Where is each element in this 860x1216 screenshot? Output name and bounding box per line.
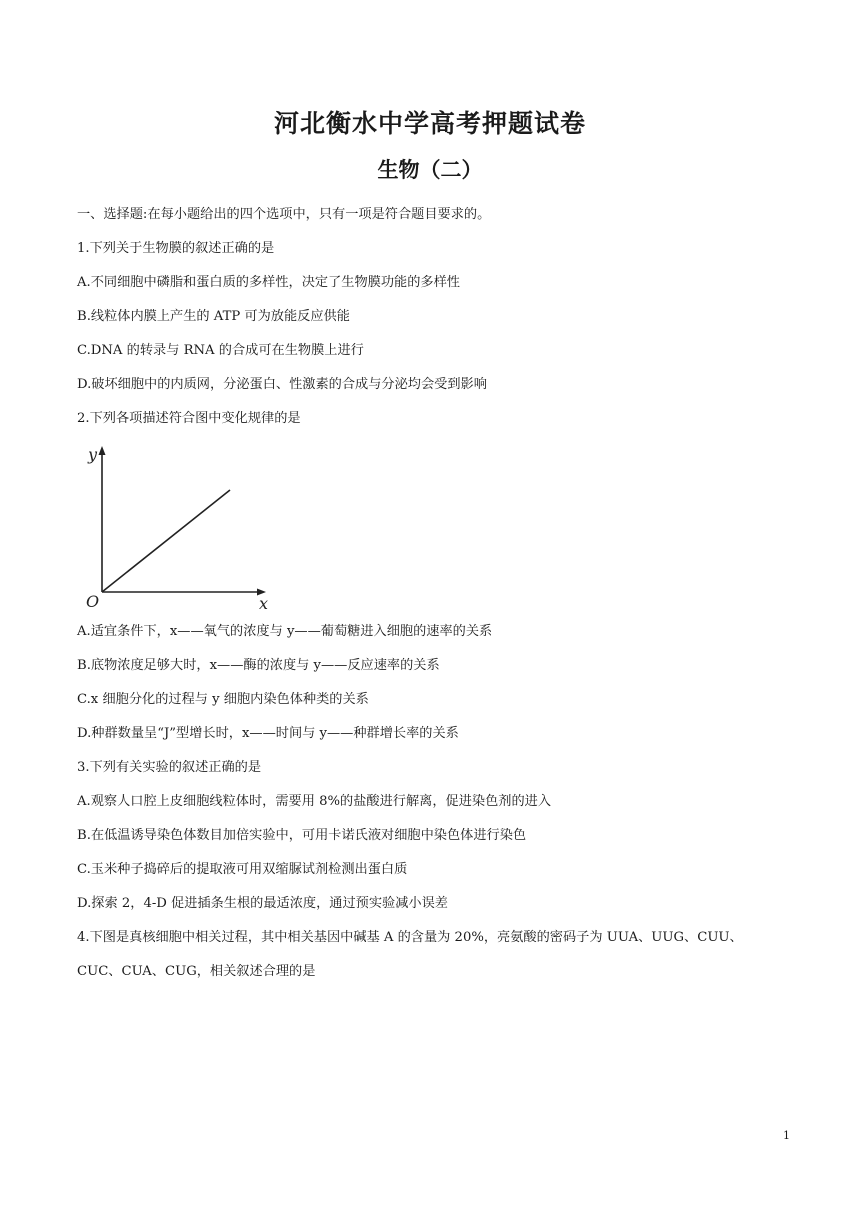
question-3-option-b: B.在低温诱导染色体数目加倍实验中，可用卡诺氏液对细胞中染色体进行染色: [77, 828, 527, 843]
linear-relation-line: [102, 490, 230, 592]
question-1-option-a: A.不同细胞中磷脂和蛋白质的多样性，决定了生物膜功能的多样性: [77, 275, 460, 290]
question-2-option-b: B.底物浓度足够大时，x——酶的浓度与 y——反应速率的关系: [77, 658, 440, 673]
question-1-option-c: C.DNA 的转录与 RNA 的合成可在生物膜上进行: [77, 343, 364, 358]
question-3-stem: 3.下列有关实验的叙述正确的是: [77, 760, 262, 775]
page-title: 河北衡水中学高考押题试卷: [273, 109, 586, 138]
question-2-stem: 2.下列各项描述符合图中变化规律的是: [77, 411, 301, 426]
x-axis-label: x: [259, 594, 269, 613]
question-2-option-a: A.适宜条件下，x——氧气的浓度与 y——葡萄糖进入细胞的速率的关系: [77, 624, 493, 639]
question-4-stem-line-2: CUC、CUA、CUG，相关叙述合理的是: [77, 964, 316, 979]
page-number: 1: [783, 1129, 790, 1142]
question-2-figure: [80, 440, 280, 615]
section-instructions: 一、选择题:在每小题给出的四个选项中，只有一项是符合题目要求的。: [77, 207, 491, 222]
question-1-option-b: B.线粒体内膜上产生的 ATP 可为放能反应供能: [77, 309, 350, 324]
y-axis-arrow: [99, 446, 106, 455]
question-2-option-c: C.x 细胞分化的过程与 y 细胞内染色体种类的关系: [77, 692, 369, 707]
y-axis-label: y: [88, 445, 98, 464]
question-1-stem: 1.下列关于生物膜的叙述正确的是: [77, 241, 275, 256]
question-4-stem-line-1: 4.下图是真核细胞中相关过程，其中相关基因中碱基 A 的含量为 20%，亮氨酸的密码子为 UUA、UUG、CUU、: [77, 930, 743, 945]
question-3-option-c: C.玉米种子捣碎后的提取液可用双缩脲试剂检测出蛋白质: [77, 862, 408, 877]
origin-label: O: [86, 592, 100, 611]
question-3-option-d: D.探索 2，4-D 促进插条生根的最适浓度，通过预实验减小误差: [77, 896, 448, 911]
page-subtitle: 生物（二）: [377, 158, 483, 182]
question-2-option-d: D.种群数量呈“J”型增长时，x——时间与 y——种群增长率的关系: [77, 726, 459, 741]
question-3-option-a: A.观察人口腔上皮细胞线粒体时，需要用 8%的盐酸进行解离，促进染色剂的进入: [77, 794, 552, 809]
question-1-option-d: D.破坏细胞中的内质网，分泌蛋白、性激素的合成与分泌均会受到影响: [77, 377, 487, 392]
